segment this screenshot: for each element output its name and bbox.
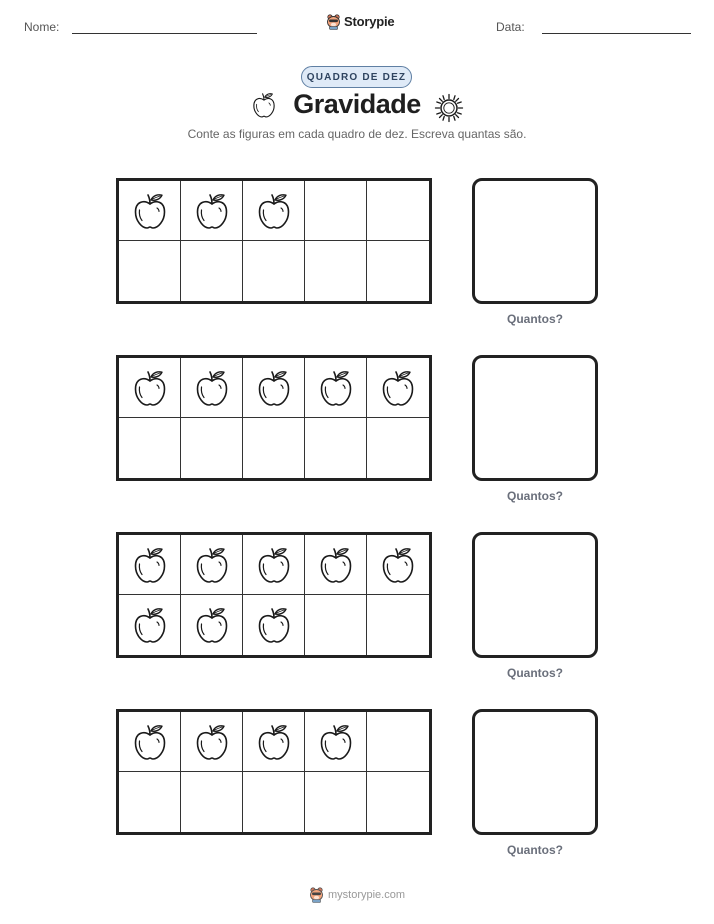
how-many-label-4: Quantos?	[507, 843, 563, 857]
ten-frame-cell	[181, 418, 243, 478]
apple-icon	[316, 722, 356, 762]
ten-frame-cell	[367, 181, 429, 241]
apple-icon	[316, 545, 356, 585]
ten-frame-cell	[181, 595, 243, 655]
ten-frame-cell	[181, 535, 243, 595]
apple-icon	[254, 545, 294, 585]
how-many-label-3: Quantos?	[507, 666, 563, 680]
ten-frame-cell	[181, 241, 243, 301]
date-label: Data:	[496, 20, 525, 34]
ten-frame-cell	[243, 358, 305, 418]
ten-frame-cell	[367, 535, 429, 595]
apple-icon	[192, 722, 232, 762]
ten-frame-cell	[119, 535, 181, 595]
worksheet-type-badge: QUADRO DE DEZ	[301, 66, 412, 88]
ten-frame-cell	[243, 772, 305, 832]
ten-frame-cell	[243, 241, 305, 301]
answer-box-1[interactable]	[472, 178, 598, 304]
ten-frame-cell	[181, 772, 243, 832]
apple-icon	[130, 368, 170, 408]
apple-icon	[192, 605, 232, 645]
ten-frame-cell	[119, 712, 181, 772]
answer-box-2[interactable]	[472, 355, 598, 481]
ten-frame-cell	[181, 712, 243, 772]
footer-site: mystorypie.com	[327, 888, 406, 901]
ten-frame-cell	[367, 418, 429, 478]
ten-frame-1	[116, 178, 432, 304]
ten-frame-cell	[119, 772, 181, 832]
ten-frame-cell	[305, 358, 367, 418]
ten-frame-cell	[119, 241, 181, 301]
ten-frame-cell	[305, 595, 367, 655]
ten-frame-cell	[305, 418, 367, 478]
apple-icon	[130, 545, 170, 585]
answer-box-3[interactable]	[472, 532, 598, 658]
ten-frame-cell	[243, 712, 305, 772]
brand-name: Storypie	[344, 14, 395, 29]
ten-frame-cell	[119, 358, 181, 418]
apple-icon	[130, 722, 170, 762]
instructions: Conte as figuras em cada quadro de dez. Escreva quantas são.	[187, 127, 527, 141]
brand-logo	[326, 13, 394, 30]
apple-icon	[192, 368, 232, 408]
ten-frame-4	[116, 709, 432, 835]
ten-frame-cell	[181, 181, 243, 241]
ten-frame-cell	[119, 181, 181, 241]
ten-frame-cell	[243, 595, 305, 655]
apple-icon	[316, 368, 356, 408]
apple-icon	[130, 605, 170, 645]
ten-frame-2	[116, 355, 432, 481]
apple-icon	[378, 545, 418, 585]
ten-frame-cell	[305, 535, 367, 595]
ten-frame-cell	[305, 241, 367, 301]
footer	[0, 886, 714, 903]
apple-icon	[254, 191, 294, 231]
name-label: Nome:	[24, 20, 60, 34]
how-many-label-1: Quantos?	[507, 312, 563, 326]
apple-icon	[130, 191, 170, 231]
apple-icon	[250, 91, 278, 119]
ten-frame-cell	[305, 712, 367, 772]
mascot-icon	[326, 13, 341, 30]
ten-frame-cell	[119, 595, 181, 655]
ten-frame-3	[116, 532, 432, 658]
ten-frame-cell	[367, 595, 429, 655]
answer-box-4[interactable]	[472, 709, 598, 835]
sun-icon	[434, 93, 464, 123]
worksheet-title: Gravidade	[293, 89, 421, 119]
apple-icon	[192, 545, 232, 585]
ten-frame-cell	[181, 358, 243, 418]
ten-frame-cell	[367, 772, 429, 832]
ten-frame-cell	[119, 418, 181, 478]
apple-icon	[254, 605, 294, 645]
date-write-line[interactable]	[542, 33, 691, 34]
apple-icon	[254, 722, 294, 762]
ten-frame-cell	[243, 418, 305, 478]
apple-icon	[378, 368, 418, 408]
ten-frame-cell	[367, 712, 429, 772]
ten-frame-cell	[243, 181, 305, 241]
apple-icon	[192, 191, 232, 231]
how-many-label-2: Quantos?	[507, 489, 563, 503]
ten-frame-cell	[243, 535, 305, 595]
ten-frame-cell	[367, 358, 429, 418]
ten-frame-cell	[367, 241, 429, 301]
apple-icon	[254, 368, 294, 408]
mascot-icon	[309, 886, 324, 903]
ten-frame-cell	[305, 772, 367, 832]
name-write-line[interactable]	[72, 33, 257, 34]
ten-frame-cell	[305, 181, 367, 241]
